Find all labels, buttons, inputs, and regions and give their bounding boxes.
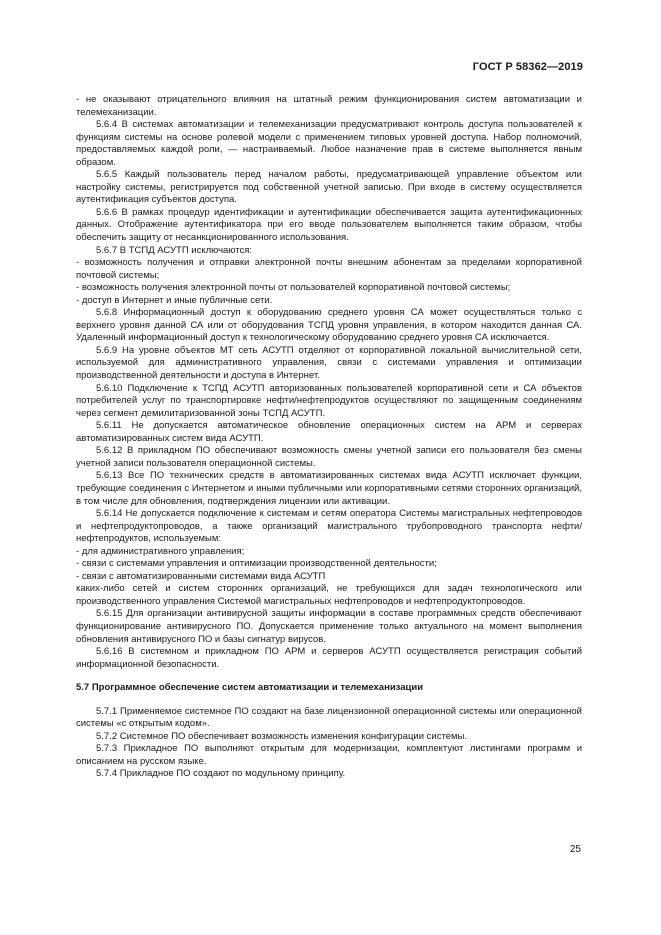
- paragraph: 5.6.15 Для организации антивирусной защиты информации в составе программных средств обеспечивают функционирование антивирусного ПО. Допускается применение только актуального на момент выполнения обновления антивирусного ПО и базы сигнатур вирусов.: [76, 608, 582, 645]
- section-heading: 5.7 Программное обеспечение систем автоматизации и телемеханизации: [76, 682, 424, 694]
- list-item: - возможность получения электронной почты от пользователей корпоративной почтовой системы;: [76, 282, 582, 295]
- paragraph: 5.6.9 На уровне объектов МТ сеть АСУТП отделяют от корпоративной локальной вычислительной сети, используемой для административного управления, связи с системами управления и оптимизации производственной деятельности и доступа в Интернет.: [76, 344, 582, 382]
- paragraph: 5.6.10 Подключение к ТСПД АСУТП авторизованных пользователей корпоративной сети и СА объектов потребителей услуг по транспортировке нефти/нефтепродуктов осуществляют по защищенным соединениям через сегмент демилитаризованной зоны ТСПД АСУТП.: [76, 382, 582, 419]
- paragraph: 5.7.2 Системное ПО обеспечивает возможность изменения конфигурации системы.: [96, 730, 467, 742]
- list-item: - возможность получения и отправки электронной почты внешним абонентам за пределами корпоративной почтовой системы;: [76, 257, 582, 282]
- list-item: - связи с автоматизированными системами вида АСУТП: [76, 571, 582, 584]
- list-item: - доступ в Интернет и иные публичные сети.: [76, 295, 582, 308]
- paragraph: 5.7.4 Прикладное ПО создают по модульному принципу.: [96, 768, 346, 780]
- paragraph: каких-либо сетей и систем сторонних организаций, не требующихся для задач технологического или производственного управления Системой магистральных нефтепроводов и нефтепродуктопроводов.: [76, 583, 582, 607]
- paragraph: 5.6.8 Информационный доступ к оборудованию среднего уровня СА может осуществляться только с верхнего уровня данной СА или от оборудования ТСПД уровня управления, в котором находится данная СА. Удаленный информационный доступ к технологическому оборудованию среднего уровня СА исключается.: [76, 307, 582, 344]
- list-item: - для административного управления;: [76, 546, 582, 559]
- paragraph: 5.6.6 В рамках процедур идентификации и аутентификации обеспечивается защита аутентификационных данных. Отображение аутентификатора при его вводе пользователем выполняется таким образом, чтобы обеспечить защиту от несанкционированного использования.: [76, 206, 582, 244]
- paragraph: 5.6.13 Все ПО технических средств в автоматизированных системах вида АСУТП исключает функции, требующие соединения с Интернетом и иными публичными или корпоративными сетями сторонних организаций, в том числе для обновления, подтверждения лицензии или активации.: [76, 470, 582, 507]
- paragraph: 5.6.14 Не допускается подключение к системам и сетям оператора Системы магистральных нефтепроводов и нефтепродуктопроводов, а также организаций магистрального трубопроводного транспорта нефти/нефтепродуктов, используемым:: [76, 508, 582, 545]
- paragraph: 5.7.1 Применяемое системное ПО создают на базе лицензионной операционной системы или операционной системы «с открытым кодом».: [76, 705, 582, 730]
- body-text: [76, 94, 582, 781]
- list-item: - не оказывают отрицательного влияния на штатный режим функционирования систем автоматизации и телемеханизации.: [76, 94, 582, 119]
- paragraph: 5.6.7 В ТСПД АСУТП исключаются:: [96, 244, 252, 256]
- paragraph: 5.6.5 Каждый пользователь перед началом работы, предусматривающей управление объектом или настройку системы, регистрируется под собственной учетной записью. При входе в систему осуществляется аутентификация субъектов доступа.: [76, 169, 582, 206]
- list-item: - связи с системами управления и оптимизации производственной деятельности;: [76, 558, 582, 571]
- page-number: 25: [569, 844, 581, 855]
- paragraph: 5.6.12 В прикладном ПО обеспечивают возможность смены учетной записи его пользователя без смены учетной записи пользователя операционной системы.: [76, 445, 582, 469]
- paragraph: 5.6.11 Не допускается автоматическое обновление операционных систем на АРМ и серверах автоматизированных систем вида АСУТП.: [76, 420, 582, 444]
- paragraph: 5.6.16 В системном и прикладном ПО АРМ и серверов АСУТП осуществляется регистрация событий информационной безопасности.: [76, 646, 582, 670]
- paragraph: 5.6.4 В системах автоматизации и телемеханизации предусматривают контроль доступа пользователей к функциям системы на основе ролевой модели с применением типовых уровней доступа. Набор полномочий, предоставляемых каждой роли, — настраиваемый. Любое назначение прав в системе выполняется явным образом.: [76, 119, 582, 168]
- standard-header: ГОСТ Р 58362—2019: [472, 61, 583, 73]
- paragraph: 5.7.3 Прикладное ПО выполняют открытым для модернизации, комплектуют листингами программ и описанием на русском языке.: [76, 743, 582, 767]
